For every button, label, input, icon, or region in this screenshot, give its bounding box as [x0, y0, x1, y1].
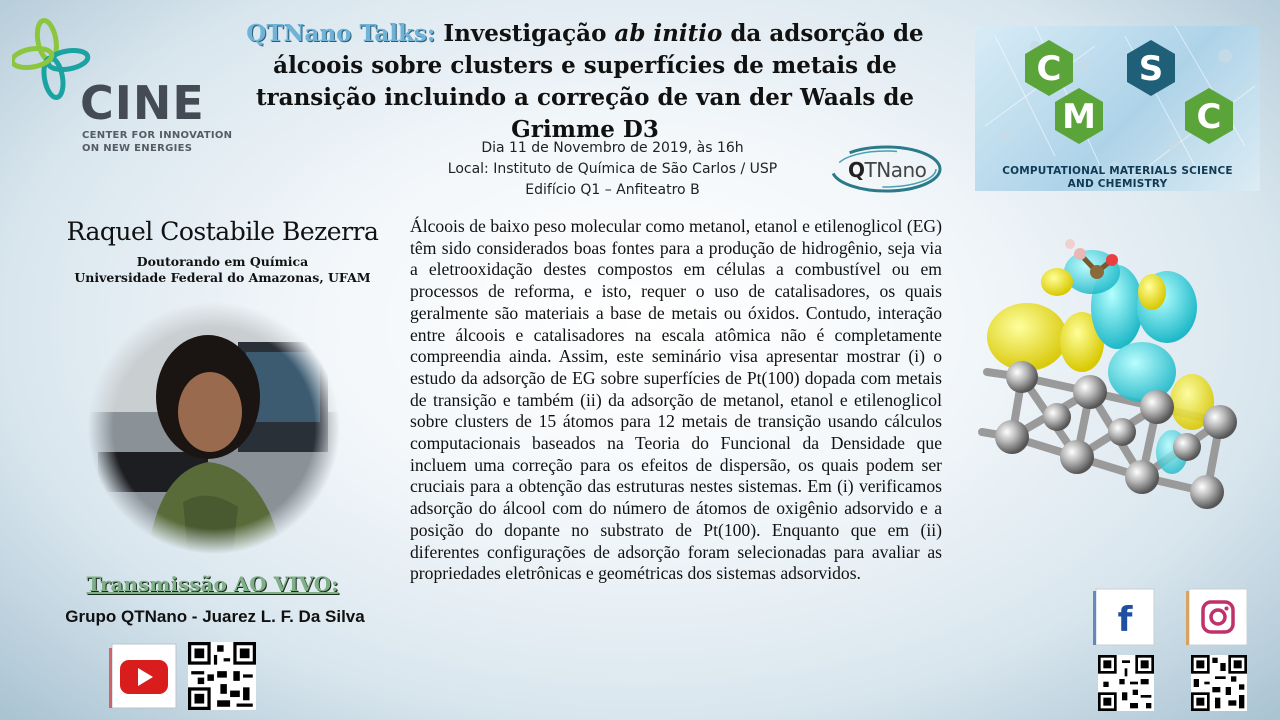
- event-building: Edifício Q1 – Anfiteatro B: [525, 182, 700, 198]
- title-italic: ab initio: [614, 20, 723, 47]
- event-location: Local: Instituto de Química de São Carlos / USP: [447, 161, 778, 177]
- facebook-icon[interactable]: [1090, 585, 1160, 649]
- cmsc-letter-2: M: [1062, 97, 1096, 137]
- event-date: Dia 11 de Novembro de 2019, às 16h: [481, 140, 744, 156]
- cine-name: CINE: [80, 76, 205, 130]
- speaker-photo: [88, 302, 340, 554]
- live-title: Transmissão AO VIVO:: [86, 572, 339, 596]
- youtube-icon[interactable]: [108, 640, 180, 712]
- speaker-name: Raquel Costabile Bezerra: [66, 217, 379, 246]
- cmsc-footer: [975, 165, 1260, 191]
- title-part2: da adsorção de álcoois sobre clusters e superfícies de metais de transição incluindo a correção de van der Waals de Grimme D3: [255, 20, 924, 143]
- qtnano-logo-text: TNano: [864, 158, 927, 182]
- event-info: [400, 138, 825, 201]
- facebook-qr-icon: [1098, 655, 1154, 711]
- instagram-icon[interactable]: [1183, 585, 1253, 649]
- cine-subtitle-line1: CENTER FOR INNOVATION: [82, 130, 233, 141]
- abstract-text: Álcoois de baixo peso molecular como metanol, etanol e etilenoglicol (EG) têm sido considerados boas fontes para a produção de hidrogênio, seja via a eletrooxidação destes compostos em células a combustível ou em processos de reforma, e isto, requer o uso de catalisadores, os quais geralmente são materiais a base de metais ou óxidos. Contudo, interação entre álcoois e catalisadores na escala atômica não é completamente compreendia ainda. Assim, este seminário visa apresentar mostrar (i) o estudo da adsorção de EG sobre superfícies de Pt(100) dopada com metais de transição e também (ii) da adsorção de metanol, etanol e etilenoglicol sobre clusters de 15 átomos para 12 metais de transição usando cálculos computacionais baseados na Teoria do Funcional da Densidade que incluem uma correção para os efeitos de dispersão, os quais podem ser cruciais para a obtenção das estruturas nestes sistemas. Em (i) verificamos adsorção do álcool com do número de átomos de oxigênio adsorvido e a posição do dopante no substrato de Pt(100). Enquanto que em (ii) diferentes configurações de adsorção foram selecionadas para avaliar as propriedades eletrônicas e geométricas dos sistemas adsorvidos.: [410, 216, 942, 584]
- qtnano-q: Q: [848, 158, 865, 182]
- instagram-qr-icon: [1191, 655, 1247, 711]
- cmsc-footer-line1: COMPUTATIONAL MATERIALS SCIENCE: [1002, 165, 1233, 177]
- live-group: Grupo QTNano - Juarez L. F. Da Silva: [65, 607, 365, 626]
- speaker-institution: Universidade Federal do Amazonas, UFAM: [74, 270, 371, 285]
- cine-subtitle-line2: ON NEW ENERGIES: [82, 143, 193, 154]
- cmsc-footer-line2: AND CHEMISTRY: [1067, 178, 1168, 190]
- cmsc-letter-1: C: [1036, 49, 1062, 89]
- youtube-qr-icon: [188, 642, 256, 710]
- cmsc-letter-3: S: [1138, 49, 1164, 89]
- speaker-role: Doutorando em Química: [136, 254, 309, 269]
- qtnano-wordmark: [848, 158, 926, 182]
- molecule-illustration: [962, 232, 1267, 512]
- series-name: QTNano Talks:: [246, 20, 436, 47]
- talk-title: [235, 18, 935, 146]
- facebook-glyph: f: [1117, 600, 1133, 640]
- title-part1: Investigação: [435, 20, 615, 47]
- cmsc-letter-4: C: [1196, 97, 1222, 137]
